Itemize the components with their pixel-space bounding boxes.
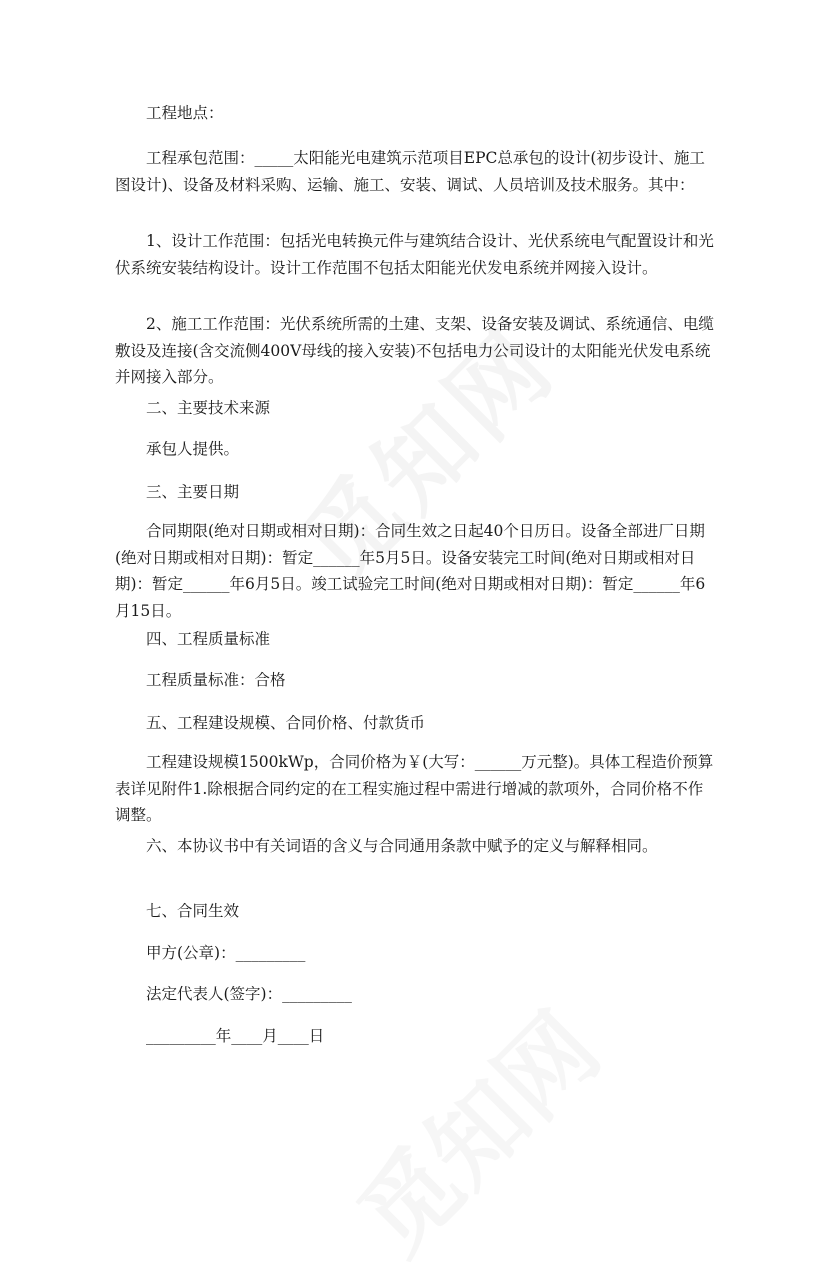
paragraph-construction-scope: 2、施工工作范围：光伏系统所需的土建、支架、设备安装及调试、系统通信、电缆敷设及连接(含交流侧400V母线的接入安装)不包括电力公司设计的太阳能光伏发电系统并网接入部分。 <box>115 315 714 386</box>
heading-quality-standard: 四、工程质量标准 <box>146 630 271 648</box>
heading-technology-source: 二、主要技术来源 <box>146 399 271 417</box>
paragraph-main-dates: 合同期限(绝对日期或相对日期)：合同生效之日起40个日历日。设备全部进厂日期(绝对日期或相对日期)：暂定______年5月5日。设备安装完工时间(绝对日期或相对日期)：暂定______年6月5日。竣工试验完工时间(绝对日期或相对日期)：暂定______年6月15日。 <box>115 522 706 620</box>
heading-scale-price-currency: 五、工程建设规模、合同价格、付款货币 <box>146 714 426 732</box>
legal-representative-signature-line: 法定代表人(签字)：_________ <box>146 985 352 1003</box>
date-line: _________年____月____日 <box>146 1027 325 1045</box>
party-a-seal-line: 甲方(公章)：_________ <box>146 944 306 962</box>
paragraph-technology-source: 承包人提供。 <box>146 440 240 458</box>
heading-contract-effective: 七、合同生效 <box>146 902 240 920</box>
paragraph-contract-scope: 工程承包范围：_____太阳能光电建筑示范项目EPC总承包的设计(初步设计、施工图设计)、设备及材料采购、运输、施工、安装、调试、人员培训及技术服务。其中： <box>115 149 705 194</box>
paragraph-quality-standard: 工程质量标准：合格 <box>146 671 286 689</box>
paragraph-project-location: 工程地点： <box>146 104 224 122</box>
heading-main-dates: 三、主要日期 <box>146 483 240 501</box>
paragraph-scale-price: 工程建设规模1500kWp，合同价格为￥(大写：______万元整)。具体工程造价预算表详见附件1.除根据合同约定的在工程实施过程中需进行增减的款项外，合同价格不作调整。 <box>115 753 714 824</box>
paragraph-definitions: 六、本协议书中有关词语的含义与合同通用条款中赋予的定义与解释相同。 <box>146 837 658 855</box>
paragraph-design-scope: 1、设计工作范围：包括光电转换元件与建筑结合设计、光伏系统电气配置设计和光伏系统安装结构设计。设计工作范围不包括太阳能光伏发电系统并网接入设计。 <box>115 232 714 277</box>
